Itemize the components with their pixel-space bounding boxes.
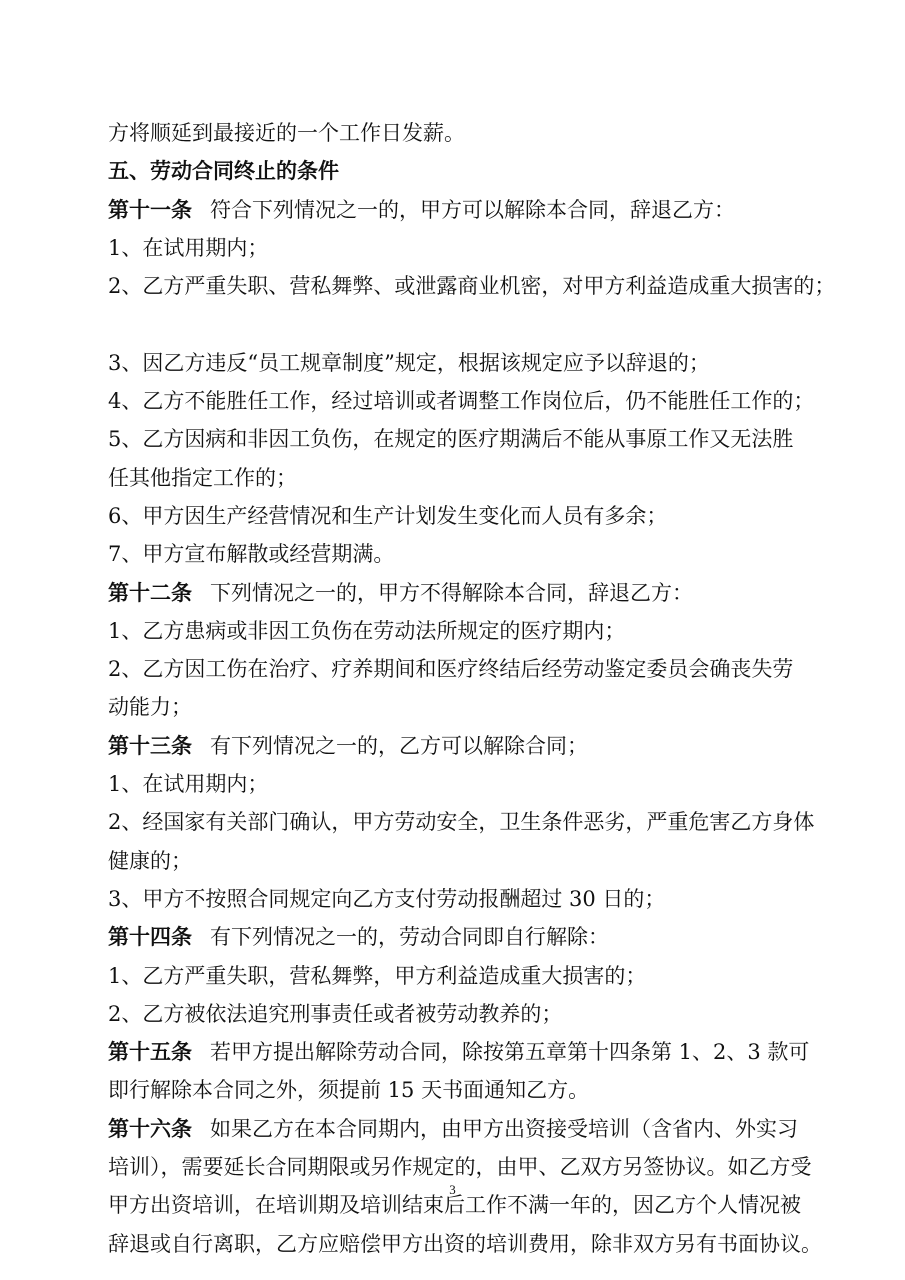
article-text: 下列情况之一的，甲方不得解除本合同，辞退乙方： xyxy=(210,580,693,605)
article-text: 有下列情况之一的，乙方可以解除合同； xyxy=(210,733,588,758)
body-line: 即行解除本合同之外，须提前 15 天书面通知乙方。 xyxy=(108,1078,590,1103)
page-number: 3 xyxy=(449,1182,456,1197)
body-line: 3、因乙方违反“员工规章制度”规定，根据该规定应予以辞退的； xyxy=(108,350,710,375)
article-text: 若甲方提出解除劳动合同，除按第五章第十四条第 1、2、3 款可 xyxy=(210,1040,810,1065)
body-line: 培训），需要延长合同期限或另作规定的，由甲、乙双方另签协议。如乙方受 xyxy=(108,1155,812,1180)
article-line xyxy=(108,1033,820,1071)
body-line: 1、在试用期内； xyxy=(108,235,269,260)
article-line xyxy=(108,727,820,765)
article-line xyxy=(108,574,820,612)
body-line: 动能力； xyxy=(108,695,192,720)
article-number: 第十五条 xyxy=(108,1040,192,1065)
document-body xyxy=(108,114,836,1263)
body-line: 健康的； xyxy=(108,848,192,873)
article-text: 有下列情况之一的，劳动合同即自行解除： xyxy=(210,925,609,950)
body-line: 1、乙方患病或非因工负伤在劳动法所规定的医疗期内； xyxy=(108,618,626,643)
article-number: 第十六条 xyxy=(108,1116,192,1141)
body-line: 6、甲方因生产经营情况和生产计划发生变化而人员有多余； xyxy=(108,503,668,528)
body-line: 方将顺延到最接近的一个工作日发薪。 xyxy=(108,121,465,145)
body-line: 辞退或自行离职，乙方应赔偿甲方出资的培训费用，除非双方另有书面协议。 xyxy=(108,1231,822,1256)
article-text: 符合下列情况之一的，甲方可以解除本合同，辞退乙方： xyxy=(210,197,735,222)
article-text: 如果乙方在本合同期内，由甲方出资接受培训（含省内、外实习 xyxy=(210,1116,798,1141)
article-number: 第十一条 xyxy=(108,197,192,222)
article-number: 第十四条 xyxy=(108,925,192,950)
section-heading: 五、劳动合同终止的条件 xyxy=(108,159,339,184)
article-number: 第十三条 xyxy=(108,733,192,758)
body-line: 2、经国家有关部门确认，甲方劳动安全，卫生条件恶劣，严重危害乙方身体 xyxy=(108,810,815,835)
body-line: 任其他指定工作的； xyxy=(108,465,297,490)
body-line: 2、乙方被依法追究刑事责任或者被劳动教养的； xyxy=(108,1001,563,1026)
article-line xyxy=(108,191,820,229)
article-line xyxy=(108,918,820,956)
body-line: 3、甲方不按照合同规定向乙方支付劳动报酬超过 30 日的； xyxy=(108,886,666,911)
body-line: 甲方出资培训，在培训期及培训结束后工作不满一年的，因乙方个人情况被 xyxy=(108,1193,801,1218)
blank-line xyxy=(108,305,820,343)
body-line: 1、乙方严重失职，营私舞弊，甲方利益造成重大损害的； xyxy=(108,963,647,988)
body-line: 7、甲方宣布解散或经营期满。 xyxy=(108,542,395,567)
body-line: 2、乙方严重失职、营私舞弊、或泄露商业机密，对甲方利益造成重大损害的； xyxy=(108,274,836,299)
article-line xyxy=(108,1110,820,1148)
body-line: 5、乙方因病和非因工负伤，在规定的医疗期满后不能从事原工作又无法胜 xyxy=(108,427,794,452)
article-number: 第十二条 xyxy=(108,580,192,605)
body-line: 4、乙方不能胜任工作，经过培训或者调整工作岗位后，仍不能胜任工作的； xyxy=(108,389,815,414)
body-line: 1、在试用期内； xyxy=(108,772,269,797)
body-line: 2、乙方因工伤在治疗、疗养期间和医疗终结后经劳动鉴定委员会确丧失劳 xyxy=(108,657,794,682)
